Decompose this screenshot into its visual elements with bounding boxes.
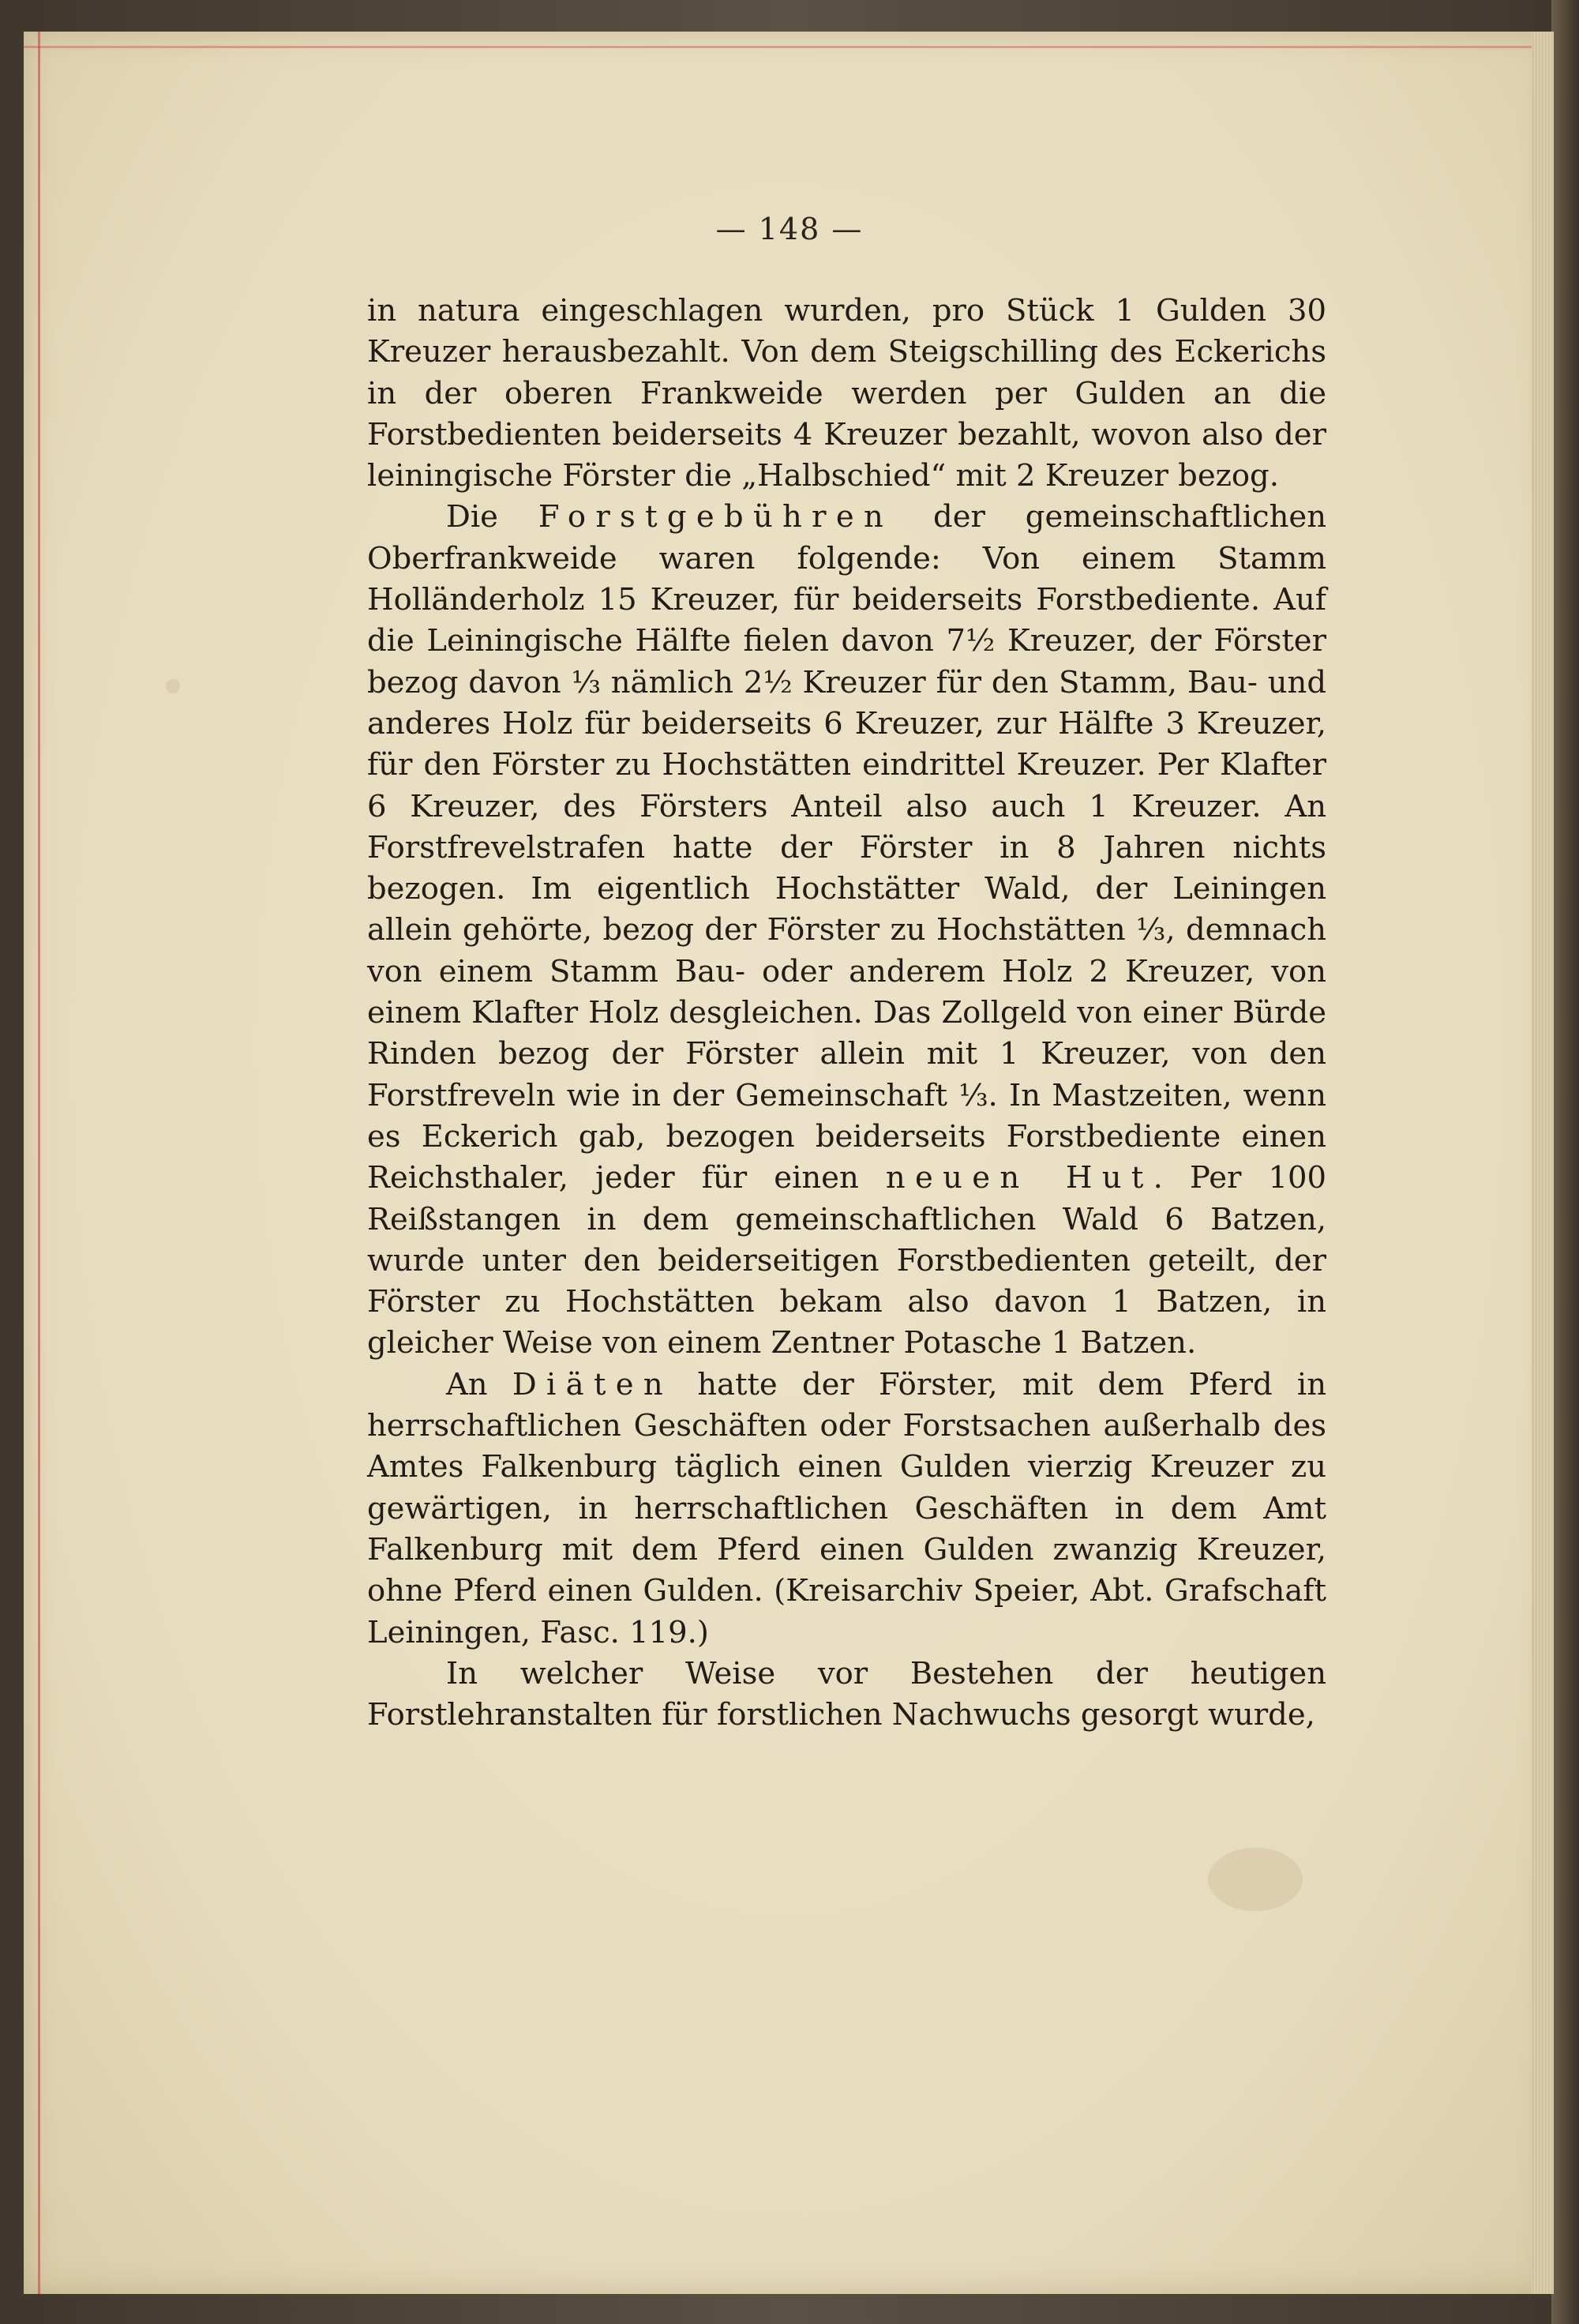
paragraph-text: hatte der Förster, mit dem Pferd in herrschaftlichen Geschäften oder Forstsachen außerhalb des Amtes Falkenburg täglich einen Gulden vierzig Kreuzer zu gewärtigen, in herrschaftlichen Geschäften in dem Amt Falkenburg mit dem Pferd einen Gulden zwanzig Kreuzer, ohne Pferd einen Gulden. (Kreisarchiv Speier, Abt. Grafschaft Leiningen, Fasc. 119.) (367, 1366, 1326, 1650)
paper-stain (1208, 1848, 1303, 1911)
emphasized-text: neuen Hut (885, 1160, 1153, 1196)
red-page-rule (38, 32, 40, 2294)
paragraph-p2 (367, 497, 1326, 1364)
paragraph-text: in natura eingeschlagen wurden, pro Stück 1 Gulden 30 Kreuzer herausbezahlt. Von dem Steigschilling des Eckerichs in der oberen Frankweide werden per Gulden an die Forstbedienten beiderseits 4 Kreuzer bezahlt, wovon also der leiningische Förster die „Halbschied“ mit 2 Kreuzer bezog. (367, 293, 1326, 494)
body-text (367, 291, 1326, 1736)
paper-speck (166, 679, 180, 693)
paragraph-text: . Per 100 Reißstangen in dem gemeinschaftlichen Wald 6 Batzen, wurde unter den beiderseitigen Forstbedienten geteilt, der Förster zu Hochstätten bekam also davon 1 Batzen, in gleicher Weise von einem Zentner Potasche 1 Batzen. (367, 1160, 1326, 1361)
page-fore-edge (1532, 32, 1554, 2294)
paragraph-text: An (446, 1366, 512, 1402)
page-number: — 148 — (715, 212, 864, 246)
paragraph-text: In welcher Weise vor Bestehen der heutigen Forstlehranstalten für forstlichen Nachwuchs gesorgt wurde, (367, 1655, 1326, 1733)
paragraph-text: der gemeinschaftlichen Oberfrankweide waren folgende: Von einem Stamm Holländerholz 15 Kreuzer, für beiderseits Forstbediente. Auf die Leiningische Hälfte fielen davon 7½ Kreuzer, der Förster bezog davon ⅓ nämlich 2½ Kreuzer für den Stamm, Bau- und anderes Holz für beiderseits 6 Kreuzer, zur Hälfte 3 Kreuzer, für den Förster zu Hochstätten eindrittel Kreuzer. Per Klafter 6 Kreuzer, des Försters Anteil also auch 1 Kreuzer. An Forstfrevelstrafen hatte der Förster in 8 Jahren nichts bezogen. Im eigentlich Hochstätter Wald, der Leiningen allein gehörte, bezog der Förster zu Hochstätten ⅓, demnach von einem Stamm Bau- oder anderem Holz 2 Kreuzer, von einem Klafter Holz desgleichen. Das Zollgeld von einer Bürde Rinden bezog der Förster allein mit 1 Kreuzer, von den Forstfreveln wie in der Gemeinschaft ⅓. In Mastzeiten, wenn es Eckerich gab, bezogen beiderseits Forstbediente einen Reichsthaler, jeder für einen (367, 499, 1326, 1196)
emphasized-text: Forstgebühren (538, 499, 894, 535)
red-page-rule-top (24, 46, 1551, 48)
paragraph-text: Die (446, 499, 538, 535)
paragraph-p1 (367, 291, 1326, 497)
paragraph-p4 (367, 1654, 1326, 1736)
book-spine-edge (1551, 0, 1579, 2324)
emphasized-text: Diäten (512, 1366, 673, 1402)
paragraph-p3 (367, 1365, 1326, 1654)
